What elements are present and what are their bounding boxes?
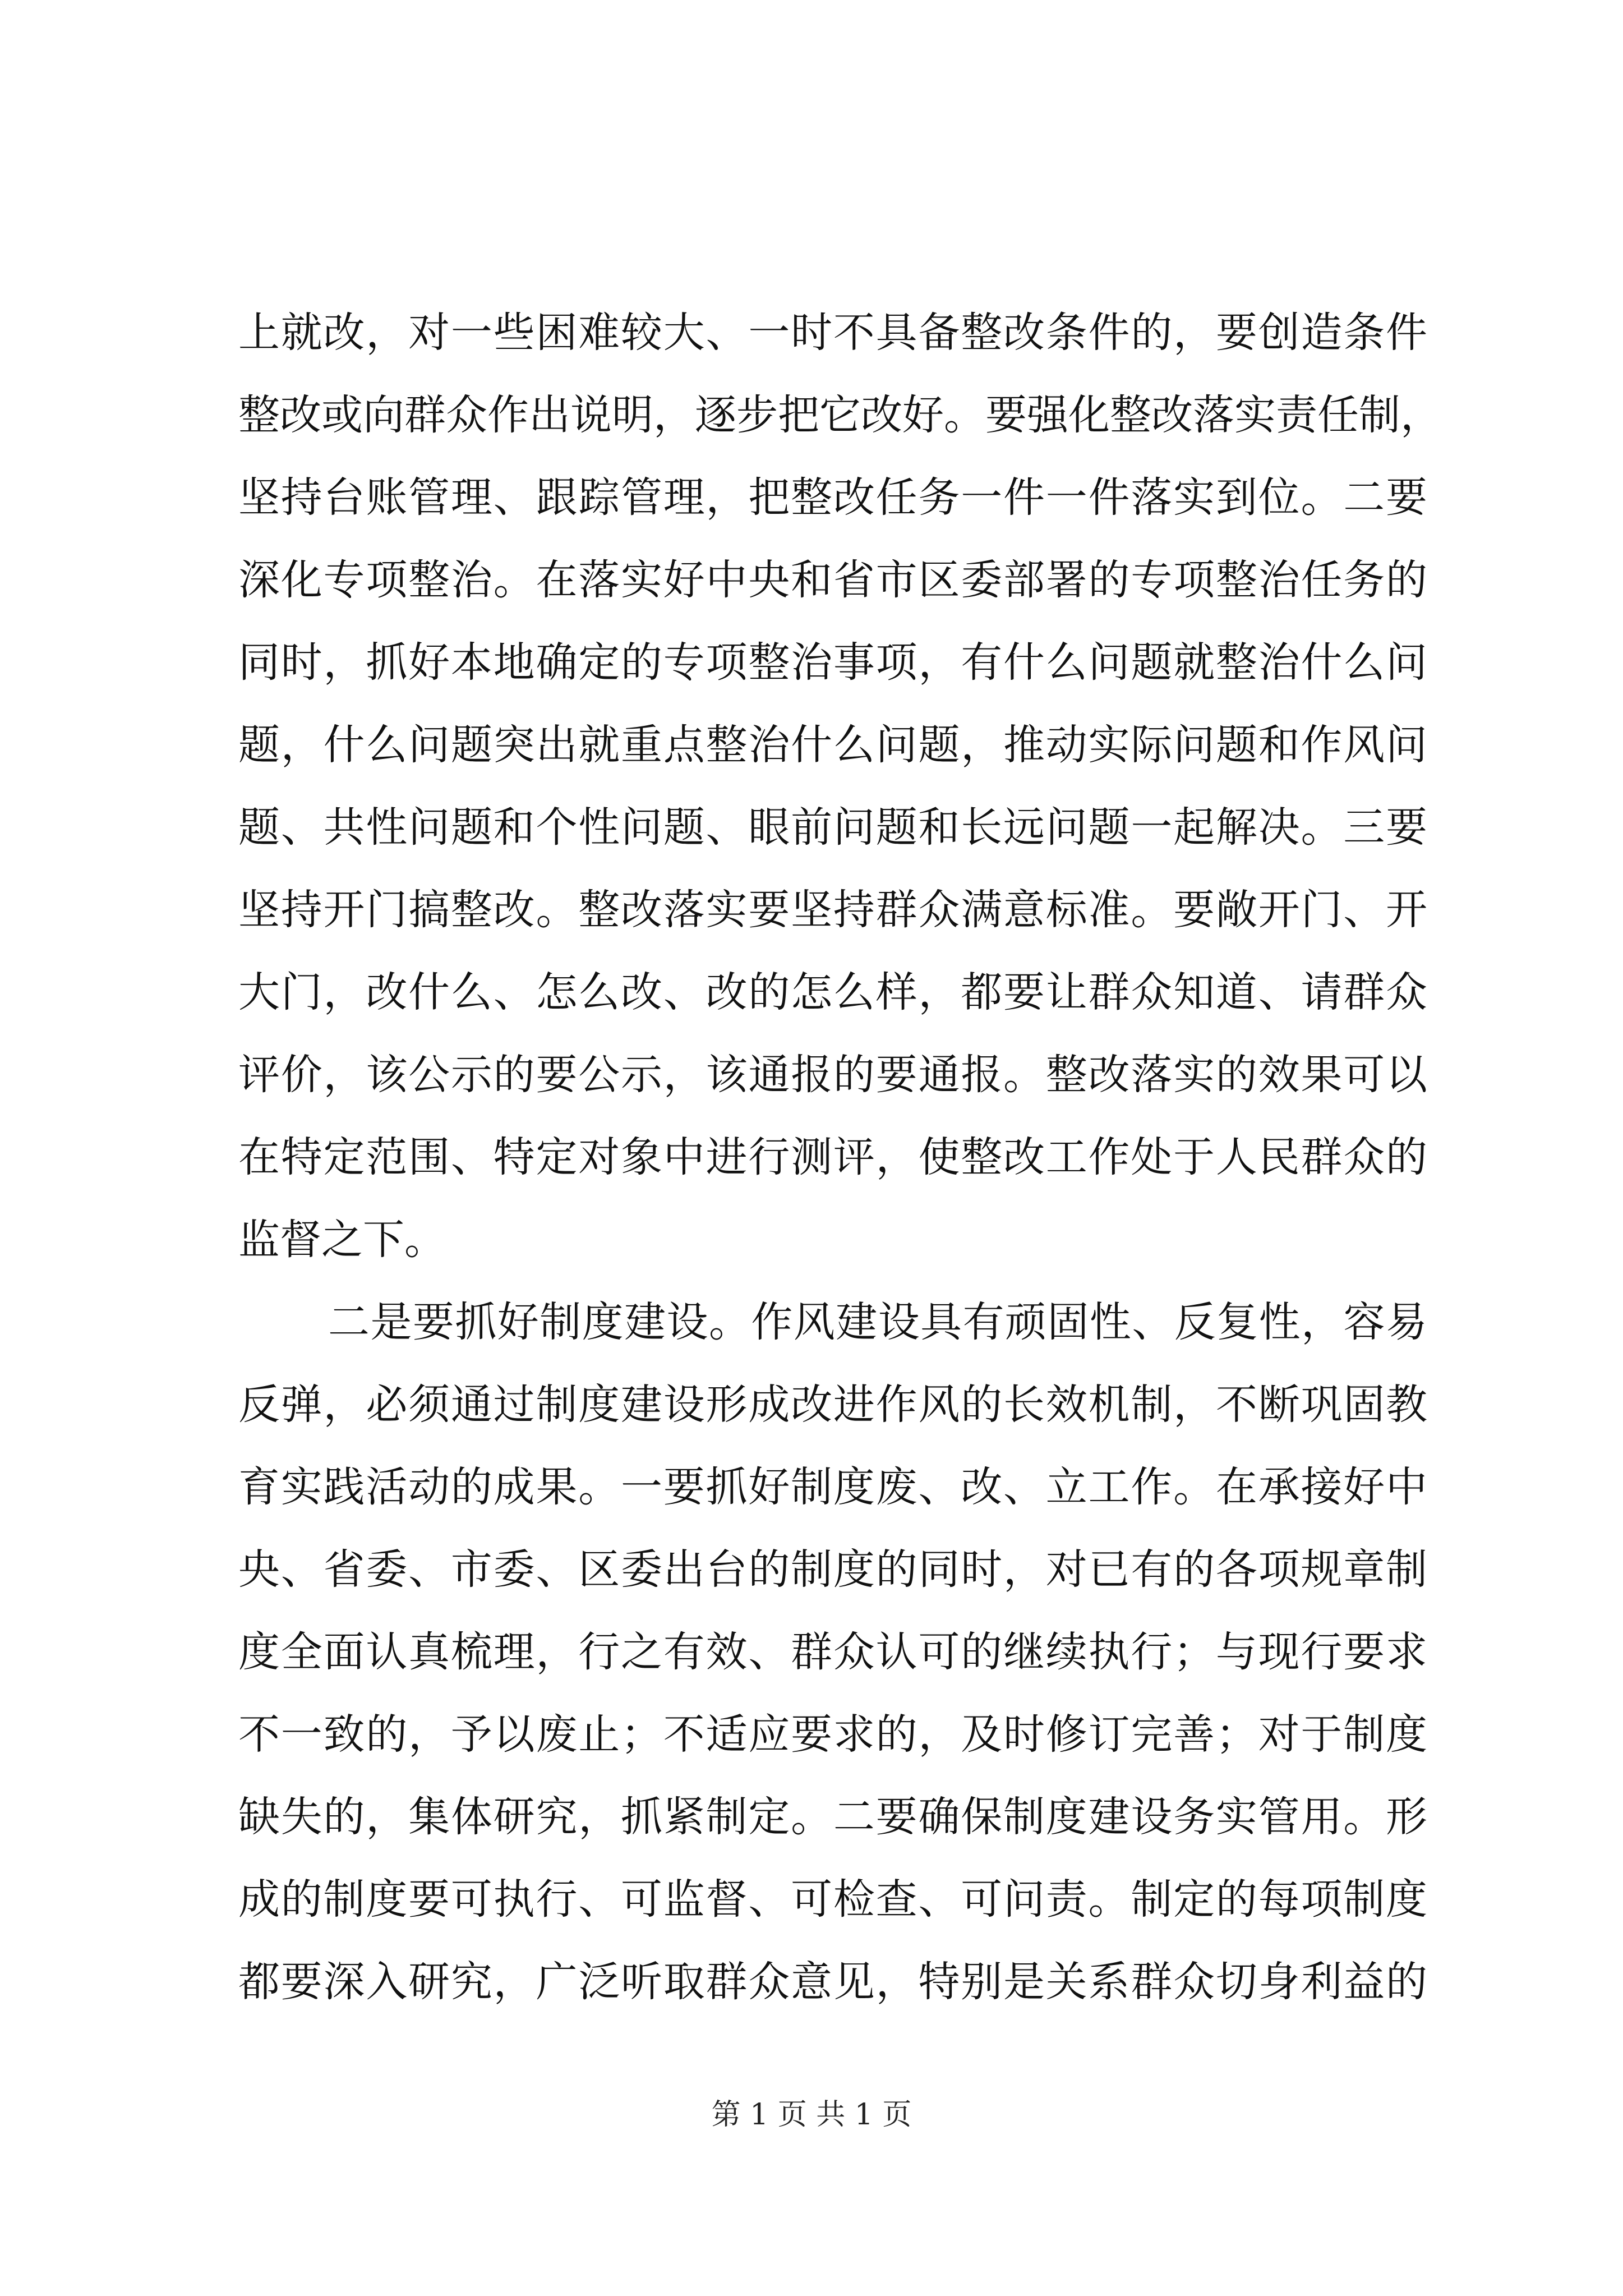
text-line-10: 评价，该公示的要公示，该通报的要通报。整改落实的效果可以 [238, 1051, 1427, 1099]
text-line-16: 央、省委、市委、区委出台的制度的同时，对已有的各项规章制 [238, 1545, 1427, 1594]
text-line-13: 二是要抓好制度建设。作风建设具有顽固性、反复性，容易 [328, 1298, 1427, 1346]
text-line-6: 题，什么问题突出就重点整治什么问题，推动实际问题和作风问 [238, 721, 1427, 769]
body-text [238, 292, 1442, 2023]
text-line-19: 缺失的，集体研究，抓紧制定。二要确保制度建设务实管用。形 [238, 1793, 1427, 1841]
text-line-2: 整改或向群众作出说明，逐步把它改好。要强化整改落实责任制， [238, 391, 1442, 439]
page-footer: 第 1 页 共 1 页 [711, 2098, 912, 2132]
text-line-9: 大门，改什么、怎么改、改的怎么样，都要让群众知道、请群众 [238, 968, 1427, 1016]
text-line-18: 不一致的，予以废止；不适应要求的，及时修订完善；对于制度 [238, 1710, 1427, 1759]
text-line-8: 坚持开门搞整改。整改落实要坚持群众满意标准。要敞开门、开 [238, 886, 1427, 934]
text-line-20: 成的制度要可执行、可监督、可检查、可问责。制定的每项制度 [238, 1875, 1427, 1924]
text-line-12: 监督之下。 [238, 1216, 446, 1264]
text-line-15: 育实践活动的成果。一要抓好制度废、改、立工作。在承接好中 [238, 1463, 1427, 1511]
text-line-1: 上就改，对一些困难较大、一时不具备整改条件的，要创造条件 [238, 309, 1427, 357]
text-line-21: 都要深入研究，广泛听取群众意见，特别是关系群众切身利益的 [238, 1958, 1427, 2006]
text-line-7: 题、共性问题和个性问题、眼前问题和长远问题一起解决。三要 [238, 803, 1427, 852]
text-line-4: 深化专项整治。在落实好中央和省市区委部署的专项整治任务的 [238, 556, 1427, 604]
text-line-11: 在特定范围、特定对象中进行测评，使整改工作处于人民群众的 [238, 1133, 1427, 1181]
text-line-5: 同时，抓好本地确定的专项整治事项，有什么问题就整治什么问 [238, 638, 1427, 687]
text-line-14: 反弹，必须通过制度建设形成改进作风的长效机制，不断巩固教 [238, 1381, 1427, 1429]
text-line-17: 度全面认真梳理，行之有效、群众认可的继续执行；与现行要求 [238, 1628, 1427, 1676]
text-line-3: 坚持台账管理、跟踪管理，把整改任务一件一件落实到位。二要 [238, 473, 1427, 522]
